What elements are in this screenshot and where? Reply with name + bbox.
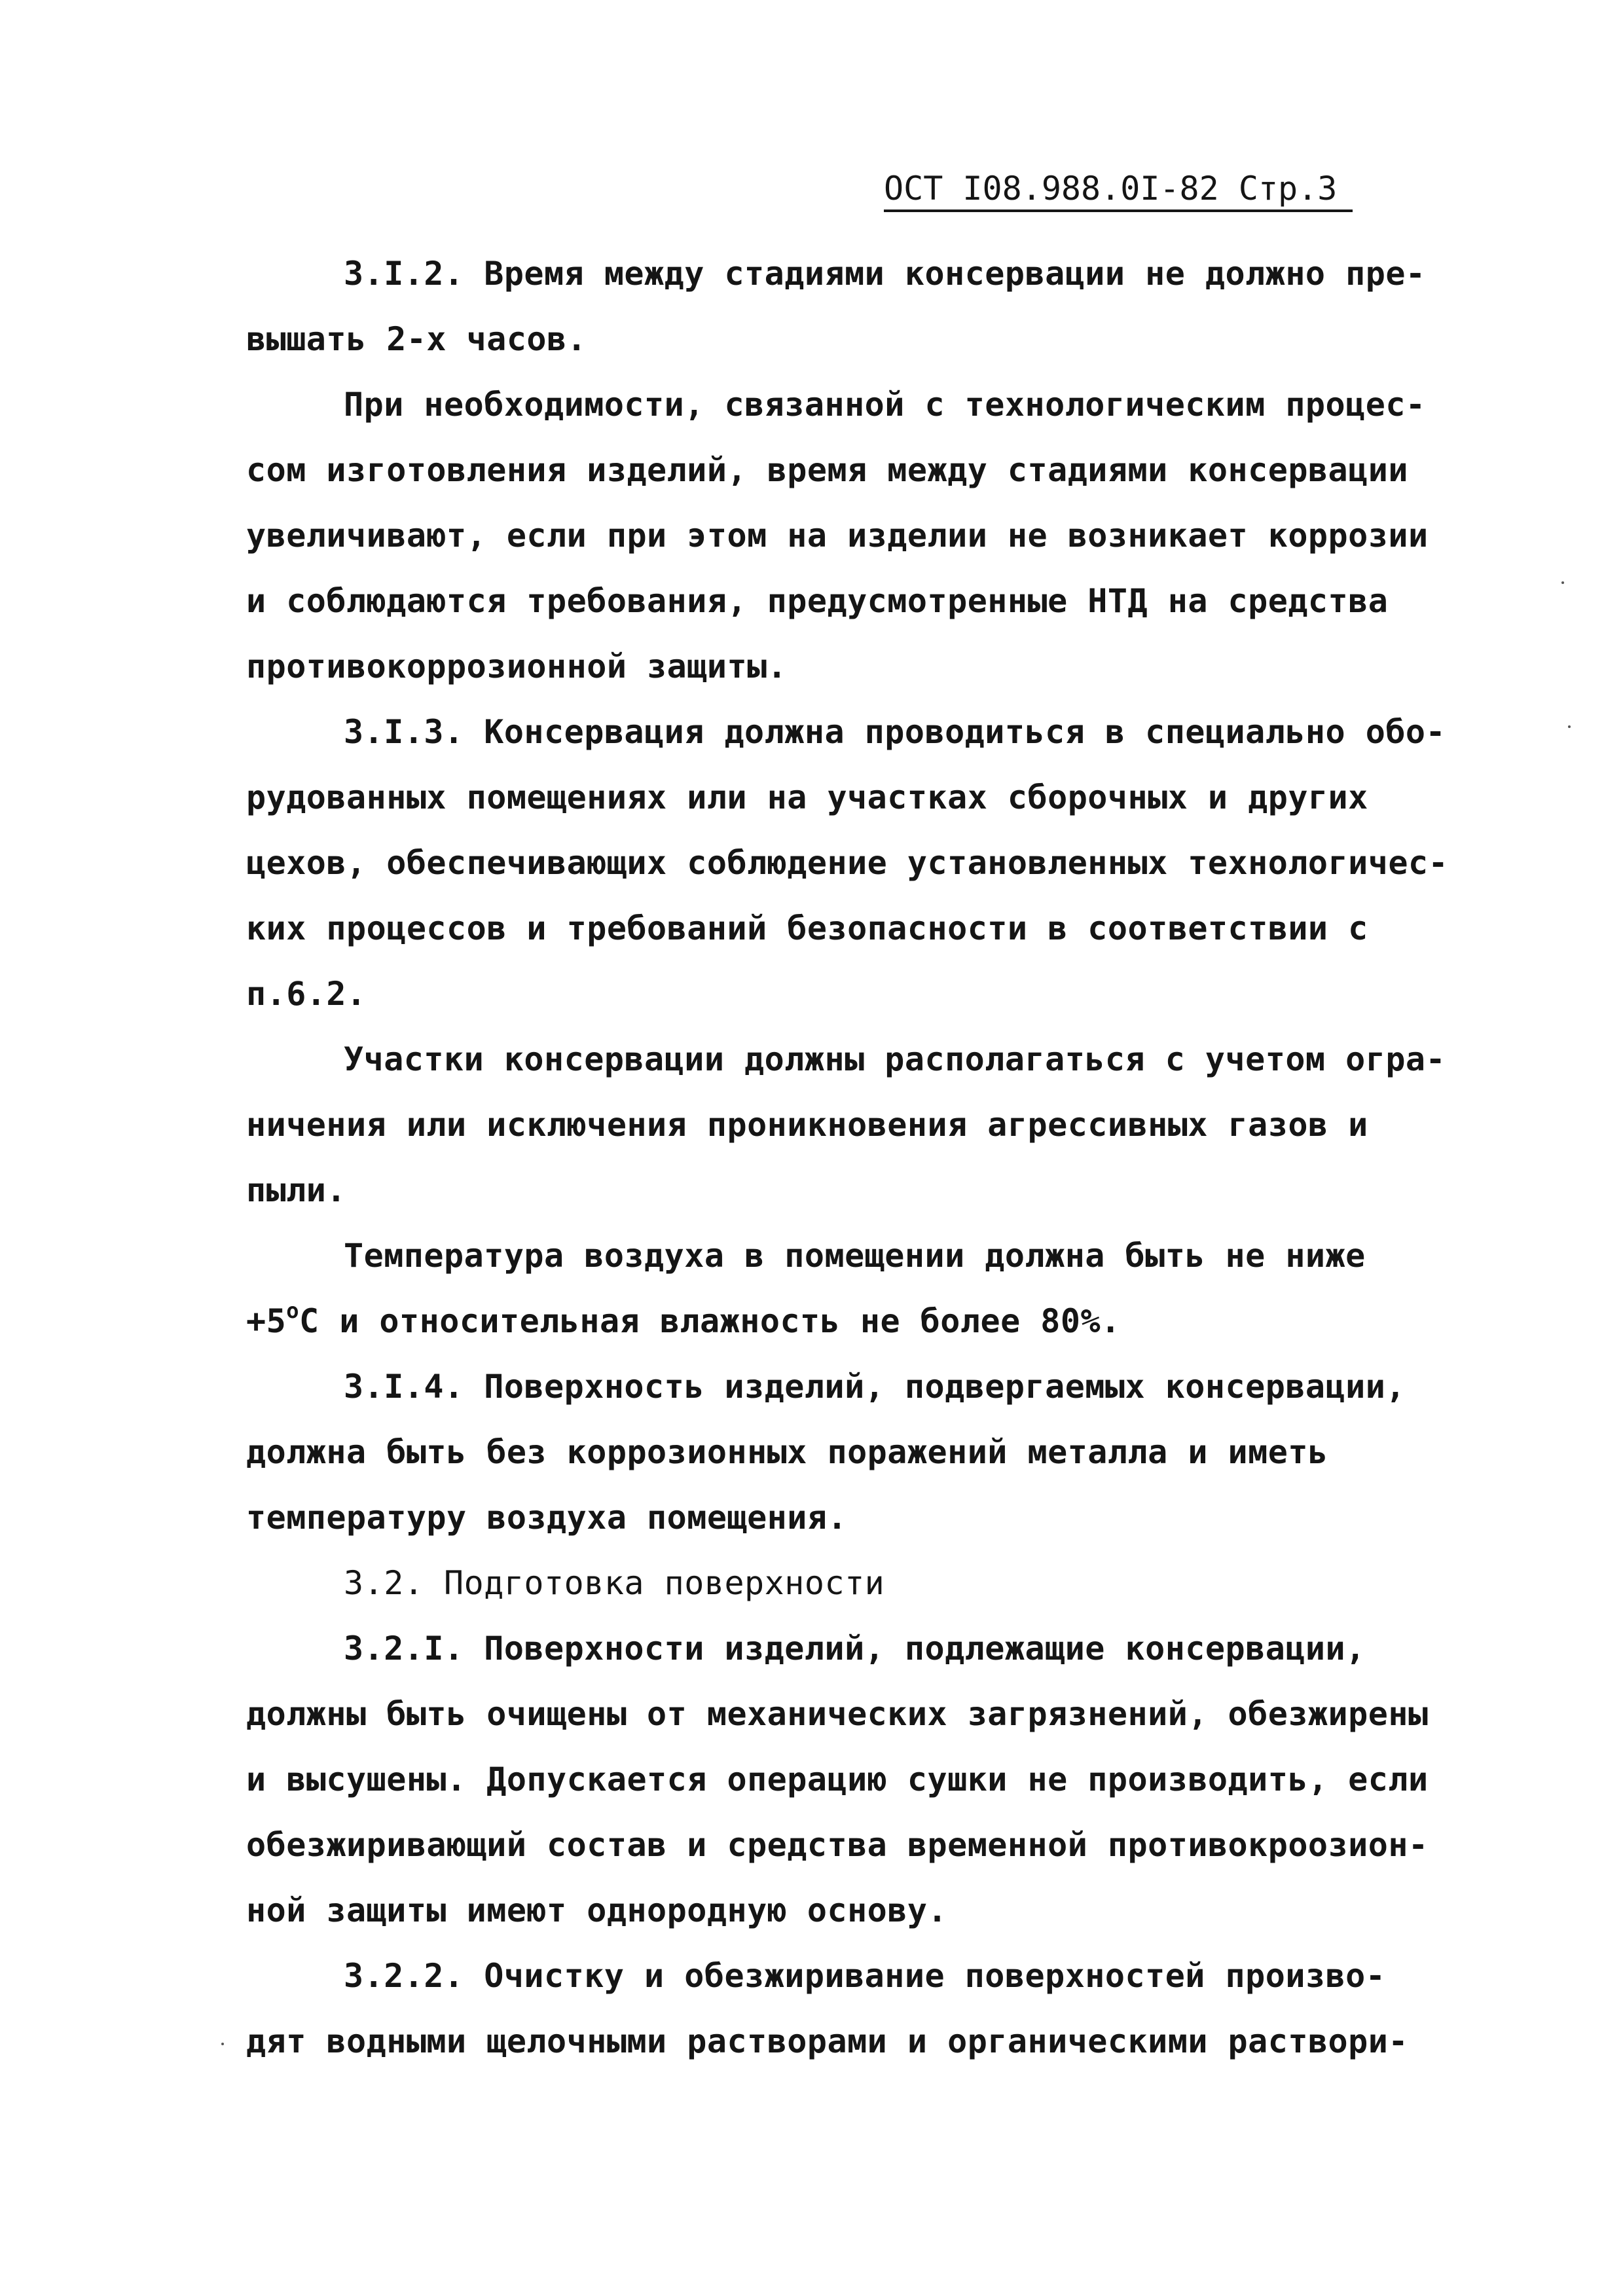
scan-speck <box>1568 725 1571 728</box>
text-line: должны быть очищены от механических загрязнений, обезжирены <box>246 1695 1429 1733</box>
text-line: п.6.2. <box>246 975 367 1013</box>
temperature-line <box>246 1298 1121 1341</box>
text-line: дят водными щелочными растворами и органическими раствори- <box>246 2022 1408 2060</box>
section-heading: 3.2. Подготовка поверхности <box>344 1564 885 1602</box>
text-line: ничения или исключения проникновения агрессивных газов и <box>246 1106 1368 1144</box>
text-line: 3.I.2. Время между стадиями консервации не должно пре- <box>344 255 1426 293</box>
text-line: 3.I.3. Консервация должна проводиться в специально обо- <box>344 713 1446 751</box>
text-line: обезжиривающий состав и средства временной противокроозион- <box>246 1826 1429 1864</box>
text-line: и соблюдаются требования, предусмотренные НТД на средства <box>246 582 1389 620</box>
text-line: Участки консервации должны располагаться с учетом огра- <box>344 1040 1446 1078</box>
text-line: вышать 2-х часов. <box>246 320 587 358</box>
scan-speck <box>221 2043 224 2045</box>
temperature-unit: С <box>299 1302 319 1340</box>
text-line: рудованных помещениях или на участках сборочных и других <box>246 778 1368 816</box>
text-line: При необходимости, связанной с технологическим процес- <box>344 386 1426 424</box>
text-line: должна быть без коррозионных поражений металла и иметь <box>246 1433 1328 1471</box>
text-line: пыли. <box>246 1171 347 1209</box>
text-line: ной защиты имеют однородную основу. <box>246 1891 948 1929</box>
text-line: увеличивают, если при этом на изделии не возникает коррозии <box>246 517 1429 555</box>
text-line: 3.I.4. Поверхность изделий, подвергаемых консервации, <box>344 1368 1406 1406</box>
text-line: 3.2.I. Поверхности изделий, подлежащие консервации, <box>344 1630 1366 1667</box>
scan-speck <box>1561 581 1564 584</box>
text-line-rest: и относительная влажность не более 80%. <box>339 1302 1121 1340</box>
text-line: сом изготовления изделий, время между стадиями консервации <box>246 451 1408 489</box>
text-line: Температура воздуха в помещении должна быть не ниже <box>344 1237 1366 1275</box>
page-header: ОСТ I08.988.0I-82 Стр.3 <box>884 169 1353 212</box>
text-line: 3.2.2. Очистку и обезжиривание поверхностей произво- <box>344 1957 1386 1995</box>
temperature-value: +5 <box>246 1302 287 1340</box>
text-line: противокоррозионной защиты. <box>246 647 788 685</box>
text-line: цехов, обеспечивающих соблюдение установленных технологичес- <box>246 844 1449 882</box>
text-line: и высушены. Допускается операцию сушки не производить, если <box>246 1760 1429 1798</box>
text-line: температуру воздуха помещения. <box>246 1499 848 1537</box>
degree-sign: о <box>286 1298 299 1323</box>
text-line: ких процессов и требований безопасности в соответствии с <box>246 909 1368 947</box>
